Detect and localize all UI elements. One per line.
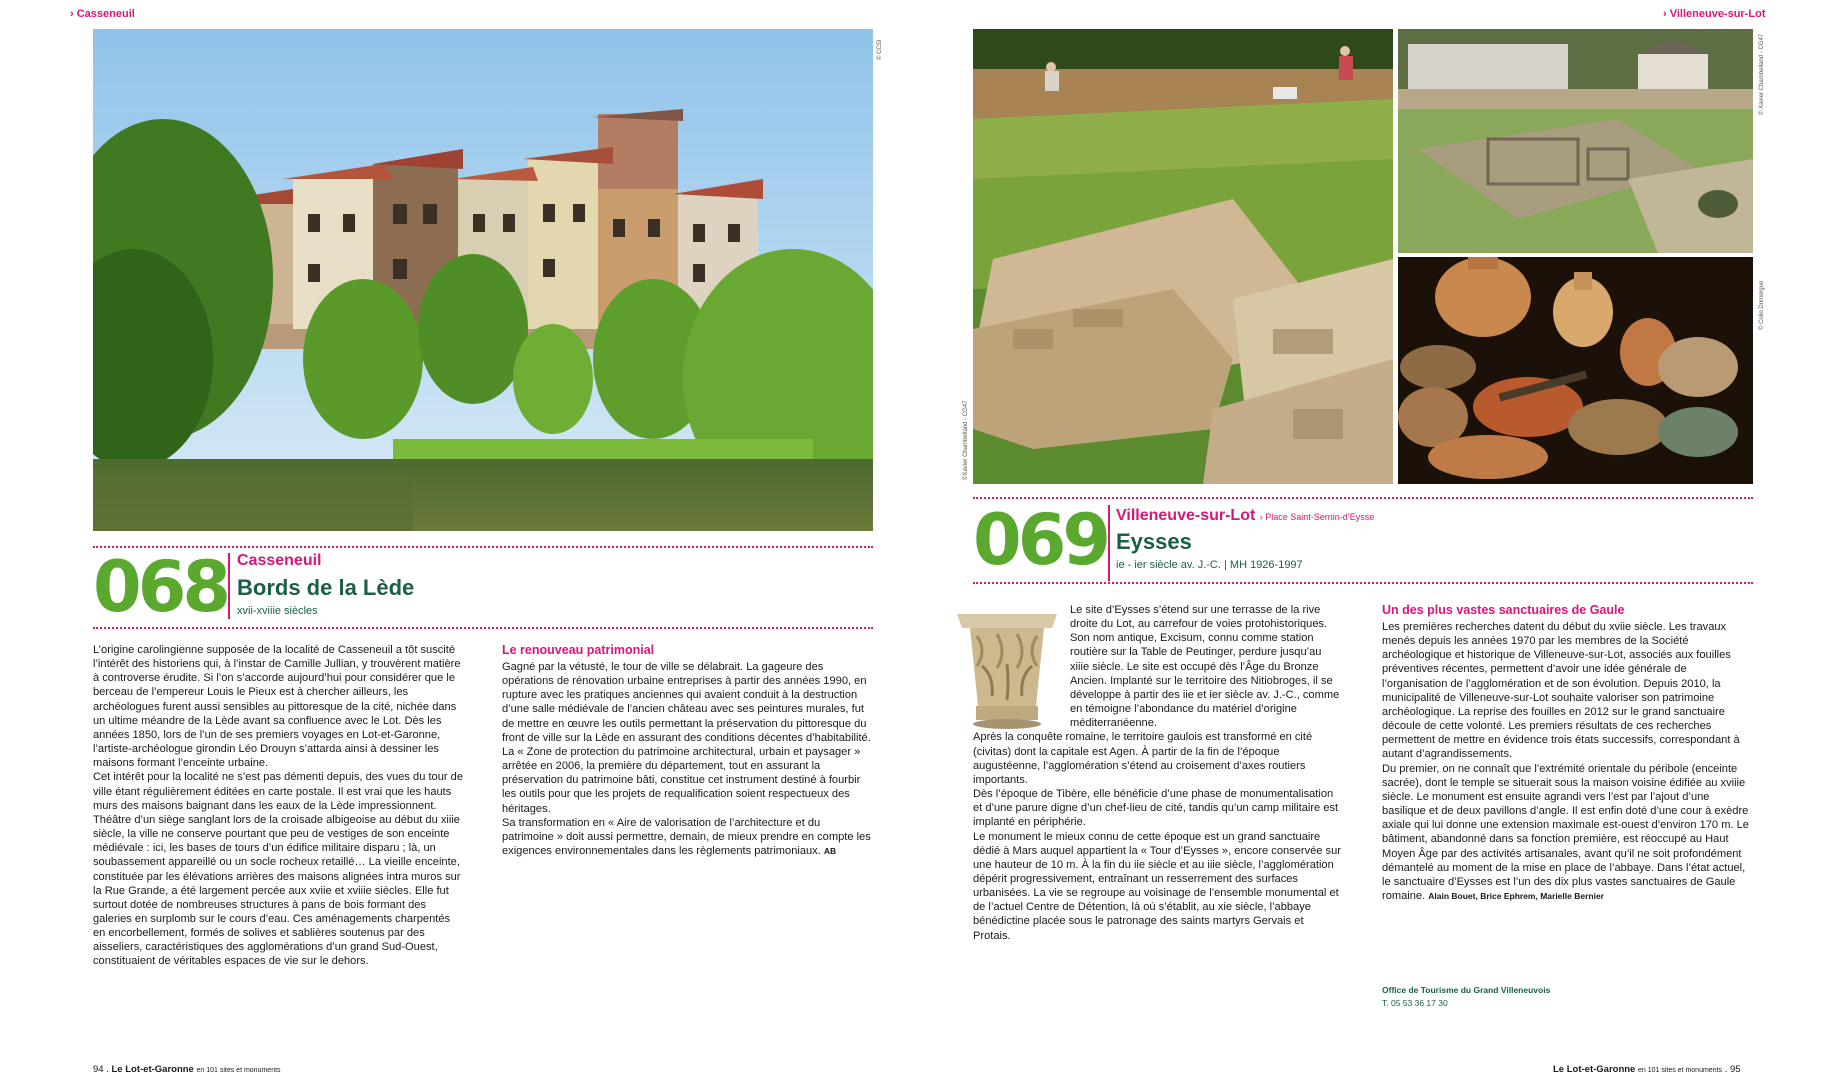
footer-book-title: Le Lot-et-Garonne — [111, 1064, 194, 1075]
page-number-left: 94 — [93, 1064, 104, 1075]
site-name-eysses: Eysses — [1116, 529, 1192, 554]
site-number-068: 068 — [93, 546, 228, 628]
paragraph: Le monument le mieux connu de cette époque est un grand sanctuaire dédié à Mars auquel appartient la « Tour d’Eysses », encore conservée sur une hauteur de 10 m. À la fin du iie siècle et au iiie siècle, l’agglomération dépérit progressivement, entraînant un resserrement des surfaces urbanisées. La vie se regroupe au voisinage de l’ensemble monumental et de l’actuel Centre de Détention, là où s’établit, au xie siècle, l’abbaye bénédictine placée sous le patronage des saints martyrs Gervais et Protais. — [973, 830, 1341, 942]
paragraph: Sa transformation en « Aire de valorisation de l’architecture et du patrimoine » doit aussi permettre, demain, de mieux prendre en compte les exigences environnementales dans les règlements patrimoniaux. AB — [502, 816, 871, 858]
tourist-office-name: Office de Tourisme du Grand Villeneuvois — [1382, 985, 1551, 995]
paragraph: Dès l’époque de Tibère, elle bénéficie d’une phase de monumentalisation et d’une parure digne d’un chef-lieu de cité, tandis qu’un camp militaire est implanté en périphérie. — [973, 788, 1339, 829]
site-number-069: 069 — [973, 499, 1108, 581]
excavation-site-photo — [973, 29, 1393, 484]
title-accent-bar-left — [228, 553, 230, 619]
author-signature: AB — [823, 846, 837, 857]
roman-pottery-artifacts-photo — [1398, 257, 1753, 484]
place-subname: › Place Saint-Sernin-d’Eysse — [1259, 512, 1375, 522]
subheading-renouveau-patrimonial: Le renouveau patrimonial — [502, 643, 655, 657]
text-column-left-1 — [93, 643, 463, 969]
photo-credit-casseneuil: © CCSI — [877, 39, 883, 60]
paragraph: Le site d’Eysses s’étend sur une terrasse de la rive droite du Lot, au carrefour de voies protohistoriques. Son nom antique, Excisum, connu comme station routière sur la Table de Peutinger, perdure jusqu’au xiiie siècle. Le site est occupé dès l’Âge du Bronze Ancien. Implanté sur le territoire des Nitiobroges, il se développe à partir des iie et ier siècle av. J.-C., comme en témoigne l’abondance du matériel d’origine méditerranéenne. — [1070, 604, 1340, 730]
place-name-villeneuve — [1116, 507, 1374, 525]
footer-book-title: Le Lot-et-Garonne — [1553, 1064, 1636, 1075]
site-epoch-right: ie - ier siècle av. J.-C. | MH 1926-1997 — [1116, 559, 1303, 571]
page-number-right: 95 — [1729, 1064, 1741, 1075]
paragraph: L’origine carolingienne supposée de la localité de Casseneuil a tôt suscité l’intérêt des historiens qui, à l’instar de Camille Jullian, y trouvèrent matière à controverse érudite. Si l’on s’accorde aujourd’hui pour considérer que le berceau de l’empereur Louis le Pieux est à chercher ailleurs, les archéologues furent aussi sensibles au pittoresque de la cité, nichée dans un ultime méandre de la Lède avant sa confluence avec le Lot. Dès les années 1850, lors de l’un de ses premiers voyages en Lot-et-Garonne, l’artiste-archéologue girondin Léo Drouyn s’attarda ainsi à dessiner les maisons formant l’enceinte urbaine. — [93, 644, 461, 770]
text-column-left-2 — [502, 660, 873, 858]
photo-credit-aerial: © Xavier Chambelland - CG47 — [1759, 33, 1765, 115]
text-column-right-1 — [973, 603, 1343, 943]
site-epoch-left: xvii-xviiie siècles — [237, 605, 318, 617]
place-name-casseneuil: Casseneuil — [237, 552, 322, 569]
paragraph: La « Zone de protection du patrimoine architectural, urbain et paysager » arrêtée en 2006, la première du département, tout en assurant la préservation du patrimoine bâti, constitue cet instrument destiné à fourbir les outils pour que les projets de requalification soient respectueux des héritages. — [502, 745, 861, 815]
aerial-sanctuary-photo — [1398, 29, 1753, 253]
tourist-office-phone: T. 05 53 36 17 30 — [1382, 998, 1448, 1008]
running-head-left: › Casseneuil — [70, 8, 135, 20]
photo-credit-pottery: © Colin Domergue — [1759, 280, 1765, 330]
footer-right: Le Lot-et-Garonne en 101 sites et monuments . 95 — [1553, 1064, 1741, 1075]
paragraph: Cet intérêt pour la localité ne s’est pas démenti depuis, des vues du tour de ville étant régulièrement éditées en carte postale. Il est vrai que les hauts murs des maisons baignant dans les eaux de la Lède impressionnent. Théâtre d’un siège sanglant lors de la croisade albigeoise au début du xiiie siècle, la ville ne conserve pourtant que peu de vestiges de son enceinte médiévale : ici, les bases de tours d’un édifice militaire disparu ; là, un soubassement appareillé ou un socle rocheux retaillé… La vieille enceinte, constituée par les élévations arrières des maisons alignées intra muros sur la Rue Grande, a été largement percée aux xviie et xviiie siècles. Elle fut surtout dotée de nombreuses structures à pans de bois formant des galeries en surplomb sur le cours d’eau. Ces aménagements charpentés en encorbellement, formés de solives et sablières soutenus par des aisseliers, caractéristiques des agglomérations d’un grand Sud-Ouest, constituaient de véritables espaces de vie sur le dehors. — [93, 771, 464, 968]
footer-left: 94 . Le Lot-et-Garonne en 101 sites et monuments — [93, 1064, 281, 1075]
title-divider-bottom-right — [973, 582, 1753, 584]
paragraph: Gagné par la vétusté, le tour de ville se délabrait. La gageure des opérations de rénovation urbaine entreprises à partir des années 1990, en rupture avec les pratiques anciennes qui avaient conduit à la destruction d’une salle médiévale de l’ancien château avec ses peintures murales, fut de mettre en œuvre les outils permettant la préservation du pittoresque du front de ville sur la Lède en assurant des conditions décentes d’habitabilité. — [502, 661, 871, 744]
photo-credit-excavation: ©Xavier Chambelland - CG47 — [963, 400, 969, 480]
title-divider-bottom-left — [93, 627, 873, 629]
site-name-bords-de-la-lede: Bords de la Lède — [237, 575, 415, 600]
running-head-right: › Villeneuve-sur-Lot — [1663, 8, 1766, 20]
paragraph: Du premier, on ne connaît que l’extrémité orientale du péribole (enceinte sacrée), dont le temple se situerait sous la maison voisine édifiée au xviiie siècle. Le monument est ensuite agrandi vers l’est par l’ajout d’une basilique et de deux pavillons d’angle. Il est enfin doté d’une cour à exèdre axiale qui lui donne une extension maximale est-ouest d’environ 170 m. Le bâtiment, abandonné dans sa fonction première, est réoccupé au Haut Moyen Âge par des activités artisanales, avant qu’il ne soit profondément démantelé au moment de la mise en place de l’abbaye. Dans l’état actuel, le sanctuaire d’Eysses est l’un des dix plus vastes sanctuaires de Gaule romaine. Alain Bouet, Brice Ephrem, Marielle Bernier — [1382, 762, 1749, 902]
title-accent-bar-right — [1108, 505, 1110, 581]
paragraph: Après la conquête romaine, le territoire gaulois est transformé en cité (civitas) dont la capitale est Agen. À partir de la fin de l’époque augustéenne, l’agglomération s’étend au croisement d’axes routiers importants. — [973, 731, 1313, 786]
author-signature: Alain Bouet, Brice Ephrem, Marielle Bernier — [1428, 890, 1604, 901]
place-name: Villeneuve-sur-Lot — [1116, 507, 1256, 524]
tourist-office-info — [1382, 984, 1550, 1010]
subheading-vastes-sanctuaires: Un des plus vastes sanctuaires de Gaule — [1382, 603, 1625, 617]
footer-book-subtitle: en 101 sites et monuments — [1637, 1067, 1723, 1074]
casseneuil-riverside-photo — [93, 29, 873, 531]
paragraph: Les premières recherches datent du début du xviie siècle. Les travaux menés depuis les années 1970 par les membres de la Société archéologique et historique de Villeneuve-sur-Lot, associés aux fouilles préventives récentes, permettent d’avoir une idée générale de l’organisation de l’agglomération et de son évolution. Depuis 2010, la municipalité de Villeneuve-sur-Lot souhaite valoriser son patrimoine archéologique. La reprise des fouilles en 2012 sur le grand sanctuaire découle de cette volonté. Les premiers résultats de ces recherches permettent de mettre en évidence trois états successifs, correspondant à autant d’agrandissements. — [1382, 621, 1740, 761]
footer-book-subtitle: en 101 sites et monuments — [196, 1067, 281, 1074]
text-column-right-2 — [1382, 620, 1753, 903]
